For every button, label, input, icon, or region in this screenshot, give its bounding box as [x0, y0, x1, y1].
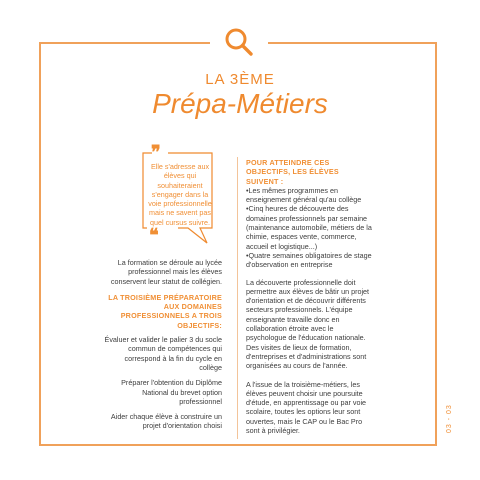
list-item: • Cinq heures de découverte des domaines professionnels par semaine (maintenance automobile, métiers de la chimie, espaces vente, commerce, accueil et logistique...)	[246, 204, 372, 250]
quote-text: Elle s'adresse aux élèves qui souhaiteraient s'engager dans la voie professionnelle mais ne savent pas quel cursus suivre.	[148, 162, 212, 227]
objectives-heading: LA TROISIÈME PRÉPARATOIRE AUX DOMAINES PROFESSIONNELS A TROIS OBJECTIFS:	[108, 292, 222, 330]
right-column	[246, 158, 372, 444]
objective-item: Aider chaque élève à construire un projet d'orientation choisi	[110, 412, 222, 431]
page-number: 03 - 03	[446, 404, 453, 433]
means-list	[246, 186, 372, 270]
outcome-paragraph: A l'issue de la troisième-métiers, les élèves peuvent choisir une poursuite d'étude, en apprentissage ou par voie scolaire, toutes les options leur sont ouvertes, mais le CAP ou le Bac Pro sont à privilégier.	[246, 379, 367, 436]
column-divider	[237, 157, 238, 439]
search-icon	[223, 26, 255, 58]
means-heading: POUR ATTEINDRE CES OBJECTIFS, LES ÉLÈVES SUIVENT :	[246, 158, 339, 186]
left-column	[100, 258, 222, 437]
intro-paragraph: La formation se déroule au lycée professionnel mais les élèves conservent leur statut de collégien.	[110, 258, 222, 286]
quote-close-icon: ❝	[149, 225, 159, 246]
discovery-paragraph: La découverte professionnelle doit permettre aux élèves de bâtir un projet d'orientation et de découvrir différents secteurs professionnels. L'équipe enseignante travaille donc en collaboration étroite avec le psychologue de l'éducation nationale. Des visites de lieux de formation, d'entreprises et d'administrations sont organisées au cours de l'année.	[246, 277, 370, 371]
list-item: • Quatre semaines obligatoires de stage d'observation en entreprise	[246, 251, 372, 270]
objective-item: Préparer l'obtention du Diplôme National du brevet option professionnel	[121, 378, 222, 406]
page-kicker: LA 3ÈME	[205, 71, 275, 88]
list-item: • Les mêmes programmes en enseignement général qu'au collège	[246, 186, 372, 205]
quote-open-icon: ❞	[151, 142, 161, 163]
objective-item: Évaluer et valider le palier 3 du socle commun de compétences qui correspond à la fin du cycle en collège	[104, 335, 222, 372]
page-title: Prépa-Métiers	[152, 88, 328, 119]
